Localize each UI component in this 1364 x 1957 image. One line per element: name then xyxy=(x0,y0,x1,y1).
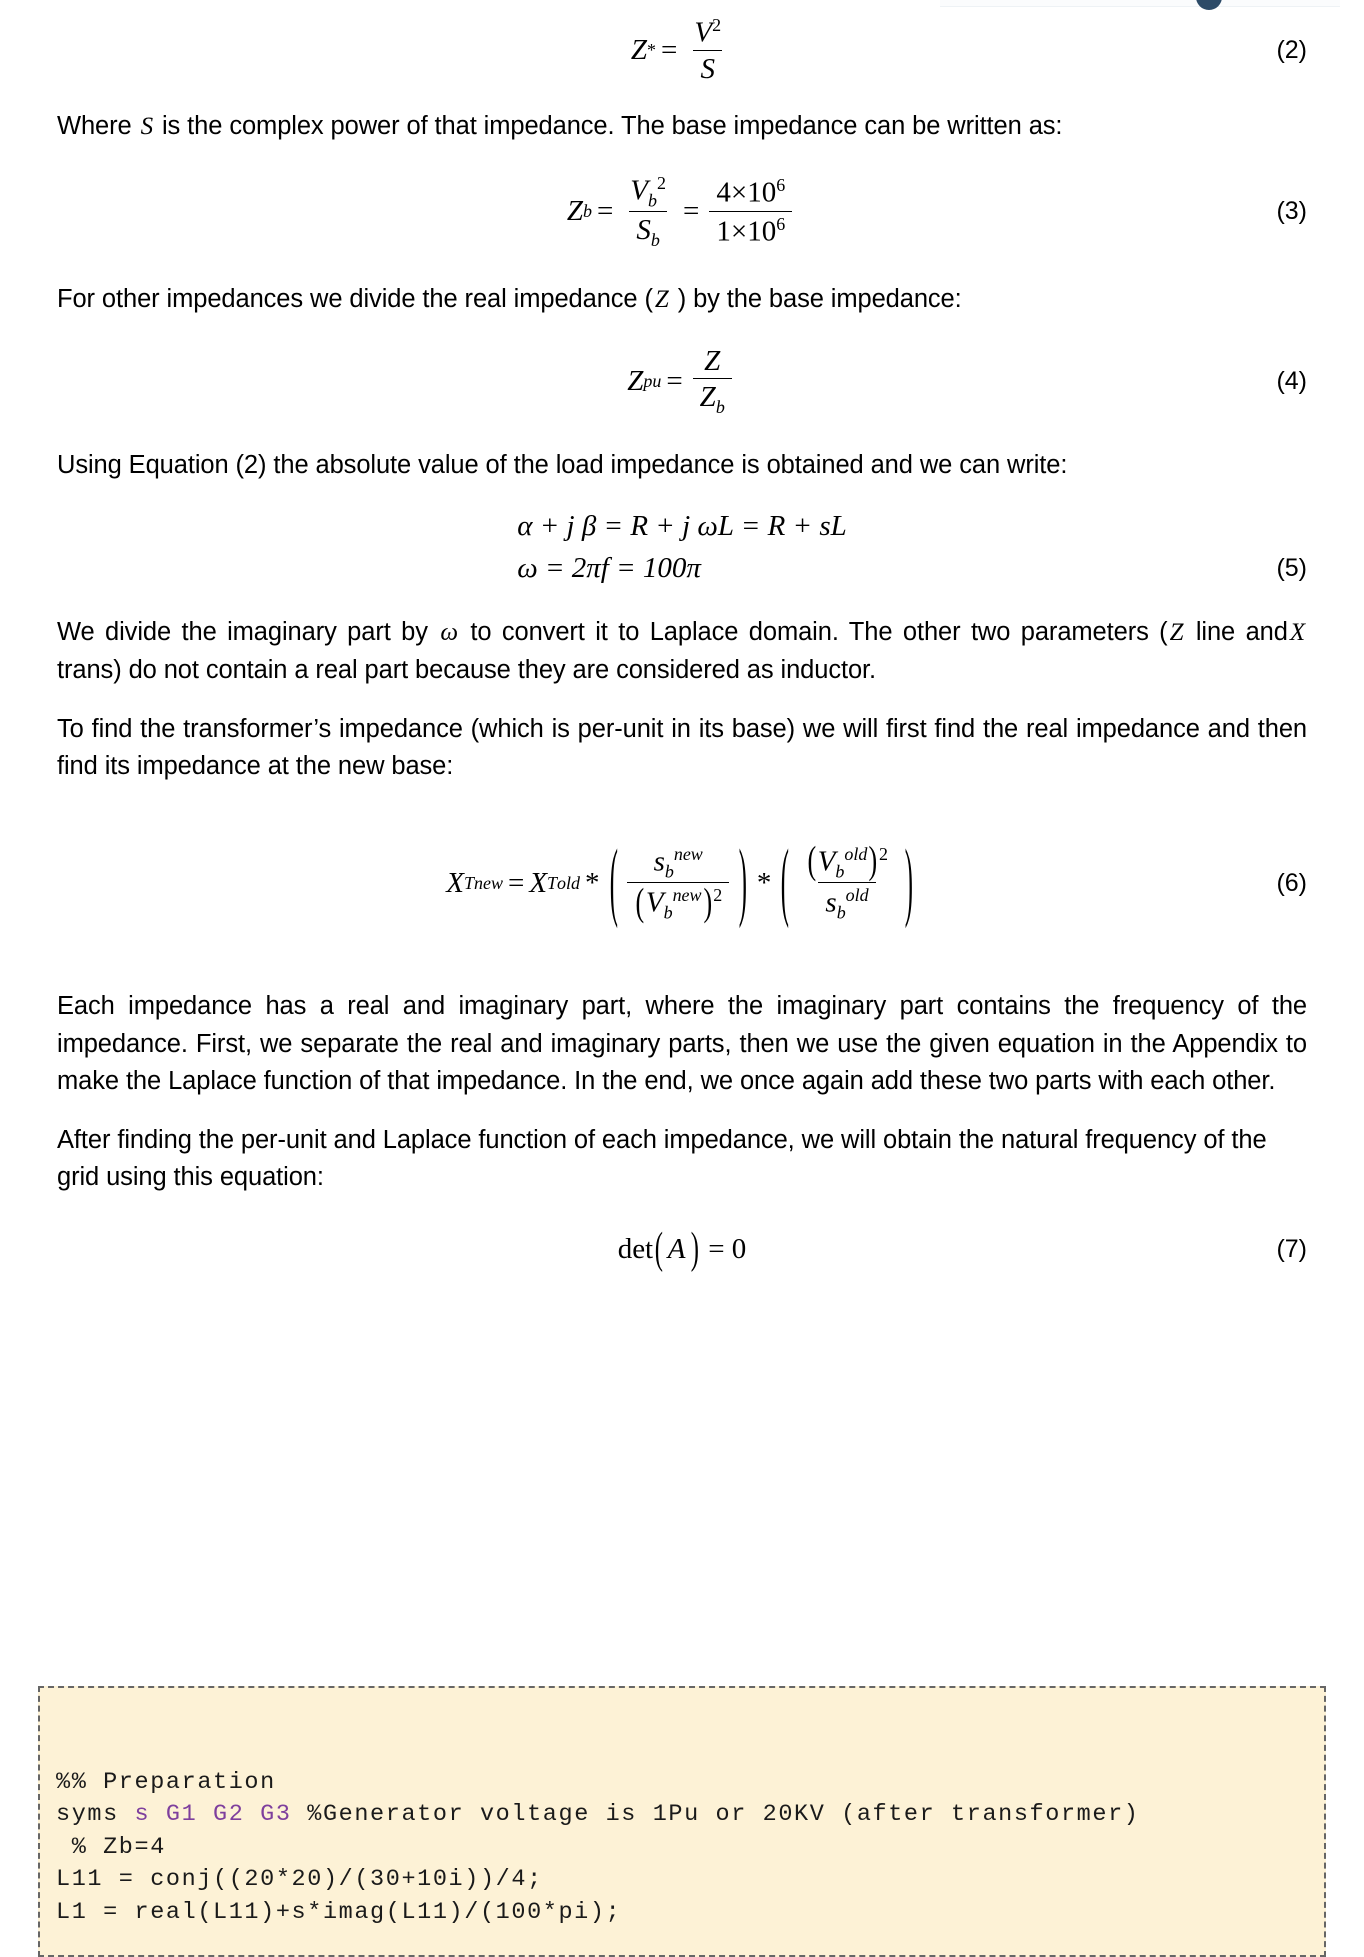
eq6-g1-num: s xyxy=(653,845,665,878)
eq6-g1-den-sup: new xyxy=(672,885,702,906)
eq4-numerator: Z xyxy=(704,344,721,377)
eq6-lhs-sub: T xyxy=(464,872,475,893)
eq6-g2-num-open-paren: ( xyxy=(807,839,817,883)
equation-3-number: (3) xyxy=(1276,197,1307,225)
paragraph-where-s xyxy=(57,108,1307,146)
eq6-g2-num-sup: old xyxy=(844,843,868,864)
eq2-lhs: Z xyxy=(630,33,648,66)
eq6-group2-close-paren: ) xyxy=(904,833,913,931)
p2-text-before: For other impedances we divide the real impedance ( xyxy=(57,284,653,313)
eq6-g2-den: s xyxy=(825,887,837,920)
equation-7-number: (7) xyxy=(1276,1234,1307,1263)
eq4-fraction xyxy=(693,345,732,417)
eq7-argument: A xyxy=(667,1232,686,1265)
eq7-open-paren: ( xyxy=(654,1223,664,1274)
equation-3 xyxy=(57,153,1307,271)
equation-4-number: (4) xyxy=(1276,366,1307,395)
eq4-denominator-sub: b xyxy=(715,397,725,418)
eq3-num1: V xyxy=(630,174,649,207)
equation-7-body xyxy=(617,1223,747,1274)
eq4-equals: = xyxy=(666,364,683,397)
equation-3-body xyxy=(567,173,797,251)
eq5-lines xyxy=(517,505,847,589)
eq6-g1-den-sub: b xyxy=(663,902,673,923)
p4-variable-z: Z xyxy=(1169,619,1184,647)
eq3-num2: 4×10 xyxy=(716,177,777,210)
eq6-rhs1: X xyxy=(529,866,548,899)
eq2-lhs-sup: * xyxy=(647,39,657,60)
p4-variable-x: X xyxy=(1289,619,1305,647)
p4-text-d: trans) do not contain a real part because they are considered as inductor. xyxy=(57,655,877,684)
paragraph-transformer-impedance: To find the transformer’s impedance (which is per-unit in its base) we will first find the real impedance and then find its impedance at the new base: xyxy=(57,714,1307,781)
p4-text-c: line and xyxy=(1185,618,1288,647)
equation-2-body xyxy=(631,15,733,86)
eq6-group2-open-paren: ( xyxy=(781,833,790,931)
eq4-lhs: Z xyxy=(627,364,644,397)
eq6-group1-close-paren: ) xyxy=(738,833,748,931)
eq3-den2: 1×10 xyxy=(716,215,777,248)
p4-text-a: We divide the imaginary part by xyxy=(57,618,439,647)
equation-2-number: (2) xyxy=(1276,35,1307,64)
eq6-lhs-sup: new xyxy=(474,872,503,893)
equation-6-body xyxy=(446,833,917,931)
eq6-g2-den-wrap xyxy=(818,882,875,923)
eq6-rhs1-sub: T xyxy=(547,872,558,893)
eq6-group1-fraction xyxy=(627,844,729,923)
eq3-fraction-1 xyxy=(623,173,673,251)
code-line-3: % Zb=4 xyxy=(56,1833,166,1861)
equation-5 xyxy=(57,492,1307,602)
eq6-lhs: X xyxy=(446,866,465,899)
matlab-code-block[interactable] xyxy=(38,1686,1326,1957)
eq6-g2-den-sup: old xyxy=(845,885,869,906)
code-line-2 xyxy=(56,1799,1308,1831)
eq6-g1-num-sup: new xyxy=(673,843,703,864)
eq3-den1-wrap xyxy=(629,211,666,250)
page-content xyxy=(57,0,1307,1295)
p4-variable-omega: ω xyxy=(440,619,458,647)
eq2-numerator-wrap xyxy=(687,15,728,50)
code-line-5: L1 = real(L11)+s*imag(L11)/(100*pi); xyxy=(56,1898,622,1926)
equation-4 xyxy=(57,325,1307,437)
code-line-4: L11 = conj((20*20)/(30+10i))/4; xyxy=(56,1866,543,1894)
eq6-multiply-1: * xyxy=(585,866,600,899)
eq5-line-2: ω = 2πf = 100π xyxy=(517,552,701,585)
eq2-denominator: S xyxy=(693,50,722,85)
eq6-g2-num-close-paren: ) xyxy=(868,839,878,883)
eq3-lhs: Z xyxy=(566,195,583,227)
paragraph-each-impedance: Each impedance has a real and imaginary part, where the imaginary part contains the frequency of the impedance. First, we separate the real and imaginary parts, then we use the given equation in the Appendix to make the Laplace function of that impedance. In the end, we once again add these two parts with each other. xyxy=(57,992,1307,1095)
eq3-den2-wrap xyxy=(709,211,792,248)
eq3-equals-1: = xyxy=(596,195,614,227)
eq5-line-1: α + j β = R + j ωL = R + sL xyxy=(517,510,847,543)
p1-text-before: Where xyxy=(57,112,139,140)
p4-text-b: to convert it to Laplace domain. The other two parameters ( xyxy=(459,618,1168,647)
paragraph-divide-imaginary xyxy=(57,614,1307,689)
eq6-rhs1-sup: old xyxy=(557,872,581,893)
p2-variable-z: Z xyxy=(654,285,669,313)
eq4-denominator: Z xyxy=(699,381,716,414)
eq3-num1-sup: 2 xyxy=(657,172,666,193)
eq3-fraction-2 xyxy=(709,175,792,247)
eq6-g1-den-open-paren: ( xyxy=(635,881,645,925)
eq6-group-1 xyxy=(605,833,752,931)
eq6-group1-open-paren: ( xyxy=(609,833,618,931)
code-line-2-comment: %Generator voltage is 1Pu or 20KV (after transformer) xyxy=(291,1801,1140,1829)
equation-5-body xyxy=(517,505,847,589)
eq6-g2-num-pow: 2 xyxy=(879,843,889,864)
eq6-g2-num: V xyxy=(817,845,836,878)
paragraph-other-impedances xyxy=(57,281,1307,319)
eq3-num2-sup: 6 xyxy=(776,175,786,196)
eq7-close-paren: ) xyxy=(690,1223,699,1274)
eq6-equals: = xyxy=(507,866,525,899)
p1-variable-s: S xyxy=(140,113,153,140)
eq3-lhs-sub: b xyxy=(582,201,592,221)
equation-6-number: (6) xyxy=(1276,868,1307,897)
eq6-g2-num-wrap xyxy=(799,839,895,883)
eq4-denominator-wrap xyxy=(693,378,732,417)
eq4-lhs-sub: pu xyxy=(643,370,662,391)
p2-text-after: ) by the base impedance: xyxy=(670,284,962,313)
eq2-equals: = xyxy=(661,33,678,66)
equation-6 xyxy=(57,792,1307,974)
paragraph-using-equation-2: Using Equation (2) the absolute value of the load impedance is obtained and we can write: xyxy=(57,451,1068,479)
eq3-num2-wrap xyxy=(709,175,792,210)
code-line-1: %% Preparation xyxy=(56,1768,276,1796)
eq2-fraction xyxy=(687,15,728,86)
eq3-num1-sub: b xyxy=(648,190,657,211)
equation-4-body xyxy=(627,345,737,417)
eq6-g1-num-sub: b xyxy=(664,861,674,882)
equation-2 xyxy=(57,0,1307,100)
eq3-num1-wrap xyxy=(623,173,673,212)
eq7-tail: = 0 xyxy=(708,1232,747,1265)
eq2-numerator: V xyxy=(694,16,713,49)
eq6-g1-den-wrap xyxy=(627,882,729,923)
eq3-den1-sub: b xyxy=(650,230,660,251)
eq6-g2-num-sub: b xyxy=(835,861,845,882)
code-line-2-symbols: s G1 G2 G3 xyxy=(134,1801,292,1829)
equation-5-number: (5) xyxy=(1276,554,1307,583)
eq6-g1-den-pow: 2 xyxy=(713,885,723,906)
eq7-det-label: det xyxy=(617,1232,654,1265)
eq6-g2-den-sub: b xyxy=(836,902,846,923)
eq6-g1-den-close-paren: ) xyxy=(702,881,712,925)
p1-text-after: is the complex power of that impedance. The base impedance can be written as: xyxy=(155,112,1063,140)
eq3-den2-sup: 6 xyxy=(776,213,786,234)
eq6-multiply-2: * xyxy=(756,866,772,899)
code-line-2-keyword: syms xyxy=(56,1801,135,1829)
eq3-equals-2: = xyxy=(682,195,700,227)
eq3-den1: S xyxy=(636,214,651,247)
eq6-g1-den: V xyxy=(645,887,664,920)
eq6-group2-fraction xyxy=(799,839,895,923)
eq6-g1-num-wrap xyxy=(647,844,710,883)
eq6-group-2 xyxy=(776,833,917,931)
equation-7 xyxy=(57,1203,1307,1295)
paragraph-after-finding: After finding the per-unit and Laplace function of each impedance, we will obtain the natural frequency of the grid using this equation: xyxy=(57,1126,1267,1192)
eq2-numerator-sup: 2 xyxy=(712,14,722,35)
